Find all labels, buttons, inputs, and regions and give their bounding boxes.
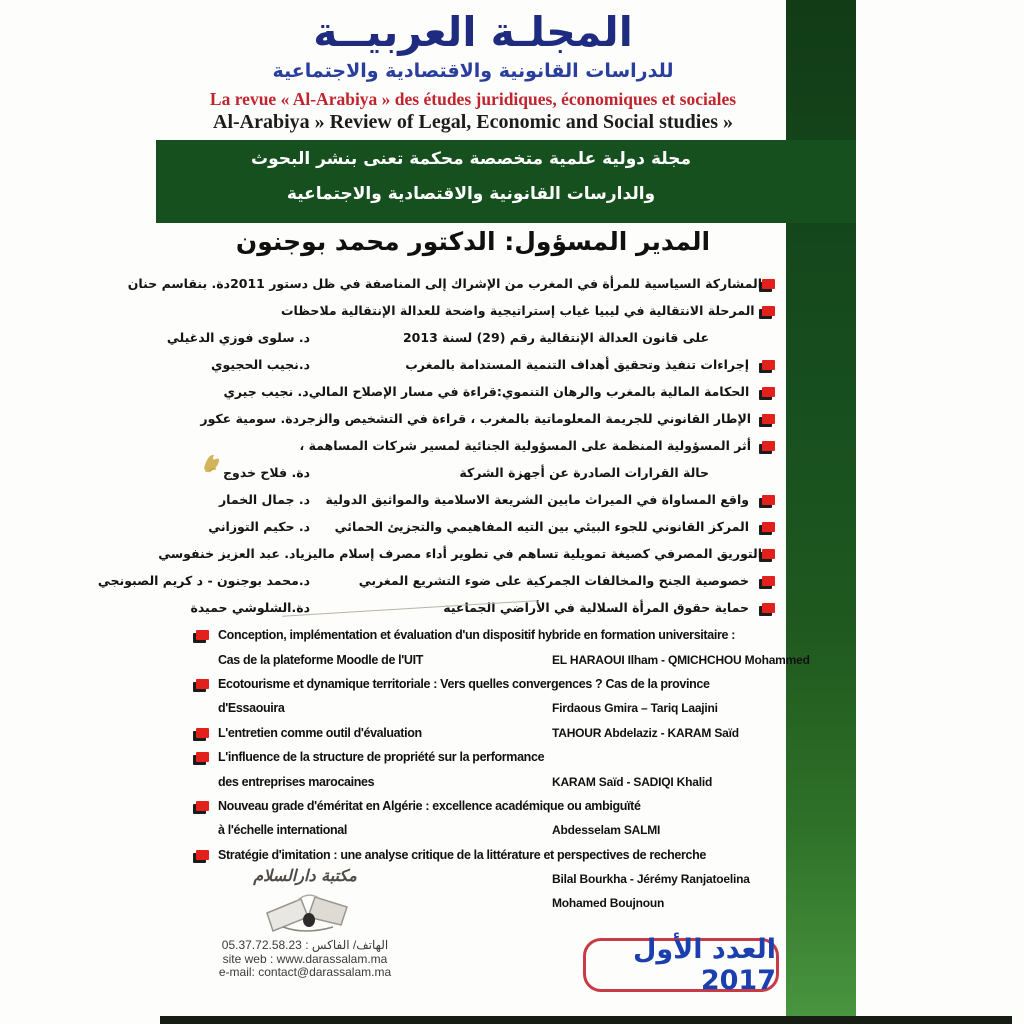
article-author-french: Abdesselam SALMI <box>552 823 661 838</box>
arabic-article-row <box>175 459 775 486</box>
bullet-cell <box>749 387 775 397</box>
bullet-cell <box>196 801 218 811</box>
journal-title-arabic: المجلـة العربيــة <box>313 8 633 56</box>
article-author-arabic: د.نجيب الحجيوي <box>211 357 310 372</box>
bullet-cell <box>762 549 775 559</box>
article-title-french: L'influence de la structure de propriété sur la performance <box>218 750 545 765</box>
article-title-french: Stratégie d'imitation : une analyse critique de la littérature et perspectives de recherche <box>218 847 706 862</box>
bullet-cell <box>762 279 775 289</box>
arabic-article-row <box>158 540 775 567</box>
article-author-french: Firdaous Gmira – Tariq Laajini <box>552 701 718 716</box>
arabic-article-row <box>175 594 775 621</box>
article-title-french: à l'échelle international <box>218 823 347 838</box>
article-author-arabic: د. نجيب جيري <box>223 384 309 399</box>
article-title-french: Nouveau grade d'éméritat en Algérie : excellence académique ou ambiguïté <box>218 798 641 813</box>
red-square-bullet-icon <box>196 752 209 762</box>
article-author-arabic: د. عبد العزيز خنفوسي <box>158 546 296 561</box>
arabic-articles-list <box>97 270 775 621</box>
article-author-french: Bilal Bourkha - Jérémy Ranjatoelina <box>552 872 750 887</box>
red-square-bullet-icon <box>762 495 775 505</box>
bullet-cell <box>196 630 218 640</box>
article-author-arabic: دة. فلاح خدوج <box>223 465 310 480</box>
bullet-cell <box>751 441 775 451</box>
article-author-arabic: د. حكيم التوزاني <box>208 519 310 534</box>
bullet-cell <box>196 752 218 762</box>
red-square-bullet-icon <box>762 549 775 559</box>
french-article-row <box>196 745 788 769</box>
publisher-block <box>200 866 410 980</box>
red-square-bullet-icon <box>196 630 209 640</box>
gold-ink-mark <box>200 450 222 480</box>
article-title-arabic: المرحلة الانتقالية في ليبيا غياب إستراتيجية واضحة للعدالة الإنتقالية ملاحظات <box>281 303 755 318</box>
article-title-french: Cas de la plateforme Moodle de l'UIT <box>218 652 423 667</box>
red-square-bullet-icon <box>762 360 775 370</box>
red-square-bullet-icon <box>762 603 775 613</box>
red-square-bullet-icon <box>196 679 209 689</box>
article-author-arabic: دة. بنقاسم حنان <box>127 276 231 291</box>
scope-banner-line2: والدارسات القانونية والاقتصادية والاجتماعية <box>286 184 656 204</box>
red-square-bullet-icon <box>762 441 775 451</box>
article-author-arabic: د. سلوى فوزي الدغيلي <box>166 330 310 345</box>
publisher-contact <box>200 939 410 980</box>
article-title-arabic: خصوصية الجنح والمخالفات الجمركية على ضوء التشريع المغربي <box>358 573 749 588</box>
publisher-email: e-mail: contact@darassalam.ma <box>218 965 392 979</box>
journal-title-french: La revue « Al-Arabiya » des études juridiques, économiques et sociales <box>209 89 737 109</box>
article-title-arabic: الإطار القانوني للجريمة المعلوماتية بالمغرب ، قراءة في التشخيص والزجر <box>299 411 752 426</box>
arabic-article-row <box>175 513 775 540</box>
red-square-bullet-icon <box>762 387 775 397</box>
french-article-row <box>196 721 788 745</box>
arabic-article-row <box>175 378 775 405</box>
article-author-french: TAHOUR Abdelaziz - KARAM Saïd <box>552 725 739 740</box>
bullet-cell <box>749 522 775 532</box>
arabic-article-row <box>175 432 775 459</box>
publisher-phone: 05.37.72.58.23 : الهاتف/ الفاكس <box>221 938 389 952</box>
article-author-french: KARAM Saïd - SADIQI Khalid <box>552 774 713 789</box>
article-title-arabic: المشاركة السياسية للمرأة في المغرب من الإشراك إلى المناصفة في ظل دستور 2011 <box>230 276 762 291</box>
scope-banner <box>156 140 856 223</box>
red-square-bullet-icon <box>196 801 209 811</box>
article-title-french: d'Essaouira <box>218 701 285 716</box>
french-article-row <box>196 818 788 842</box>
article-title-arabic: التوريق المصرفي كصيغة تمويلية تساهم في تطوير أداء مصرف إسلام ماليزيا <box>295 546 762 561</box>
bullet-cell <box>749 603 775 613</box>
article-title-french: Conception, implémentation et évaluation d'un dispositif hybride en formation universitaire : <box>218 628 736 643</box>
issue-badge: العدد الأول 2017 <box>583 938 779 992</box>
red-square-bullet-icon <box>196 850 209 860</box>
director-line: المدير المسؤول: الدكتور محمد بوجنون <box>235 227 711 256</box>
arabic-article-row <box>175 486 775 513</box>
scope-banner-line1: مجلة دولية علمية متخصصة محكمة تعنى بنشر البحوث <box>251 149 691 169</box>
bullet-cell <box>196 728 218 738</box>
article-title-arabic: واقع المساواة في الميراث مابين الشريعة الاسلامية والمواثيق الدولية <box>325 492 749 507</box>
red-square-bullet-icon <box>762 279 775 289</box>
article-title-arabic: الحكامة المالية بالمغرب والرهان التنموي:قراءة في مسار الإصلاح المالي <box>308 384 750 399</box>
red-square-bullet-icon <box>762 306 775 316</box>
arabic-article-row <box>175 351 775 378</box>
article-title-french: des entreprises marocaines <box>218 774 375 789</box>
article-author-french: Mohamed Boujnoun <box>552 896 665 911</box>
article-title-arabic: إجراءات تنفيذ وتحقيق أهداف التنمية المستدامة بالمغرب <box>405 357 749 372</box>
red-square-bullet-icon <box>762 522 775 532</box>
bullet-cell <box>749 576 775 586</box>
article-author-arabic: د. جمال الخمار <box>218 492 310 507</box>
red-square-bullet-icon <box>762 576 775 586</box>
masthead <box>160 0 786 140</box>
article-author-arabic: دة. سومية عكور <box>200 411 300 426</box>
article-author-french: EL HARAOUI Ilham - QMICHCHOU Mohammed <box>552 652 810 667</box>
french-article-row <box>196 843 788 867</box>
article-title-french: L'entretien comme outil d'évaluation <box>218 725 422 740</box>
bullet-cell <box>755 306 775 316</box>
journal-title-english: Al-Arabiya » Review of Legal, Economic and Social studies » <box>213 111 733 133</box>
arabic-article-row <box>175 405 775 432</box>
article-title-french: Ecotourisme et dynamique territoriale : Vers quelles convergences ? Cas de la province <box>218 676 710 691</box>
french-article-row <box>196 672 788 696</box>
journal-subtitle-arabic: للدراسات القانونية والاقتصادية والاجتماعية <box>272 60 674 82</box>
article-title-arabic: حماية حقوق المرأة السلالية في الأراضي الجماعية <box>443 600 749 615</box>
french-article-row <box>196 647 810 671</box>
red-square-bullet-icon <box>762 414 775 424</box>
article-title-arabic: أثر المسؤولية المنظمة على المسؤولية الجنائية لمسير شركات المساهمة ، <box>299 438 752 453</box>
article-author-arabic: دة.الشلوشي حميدة <box>190 600 310 615</box>
french-article-row <box>196 794 788 818</box>
article-author-arabic: د.محمد بوجنون - د كريم الصبونجي <box>97 573 310 588</box>
publisher-logo-icon <box>253 887 357 939</box>
article-title-arabic: على قانون العدالة الإنتقالية رقم (29) لسنة 2013 <box>402 330 709 345</box>
bullet-cell <box>749 360 775 370</box>
red-square-bullet-icon <box>196 728 209 738</box>
arabic-article-row <box>166 324 775 351</box>
french-article-row <box>196 623 788 647</box>
scan-bottom-edge <box>160 1016 1012 1024</box>
arabic-article-row <box>97 567 775 594</box>
article-title-arabic: حالة القرارات الصادرة عن أجهزة الشركة <box>459 465 709 480</box>
publisher-website: site web : www.darassalam.ma <box>222 951 388 966</box>
bullet-cell <box>196 850 218 860</box>
bullet-cell <box>196 679 218 689</box>
bullet-cell <box>751 414 775 424</box>
article-title-arabic: المركز القانوني للجوء البيئي بين التيه المفاهيمي والتجزيئ الحمائي <box>334 519 749 534</box>
french-article-row <box>196 696 788 720</box>
arabic-article-row <box>127 270 775 297</box>
publisher-name-arabic: مكتبة دارالسلام <box>253 866 357 885</box>
bullet-cell <box>749 495 775 505</box>
arabic-article-row <box>175 297 775 324</box>
french-article-row <box>196 769 788 793</box>
